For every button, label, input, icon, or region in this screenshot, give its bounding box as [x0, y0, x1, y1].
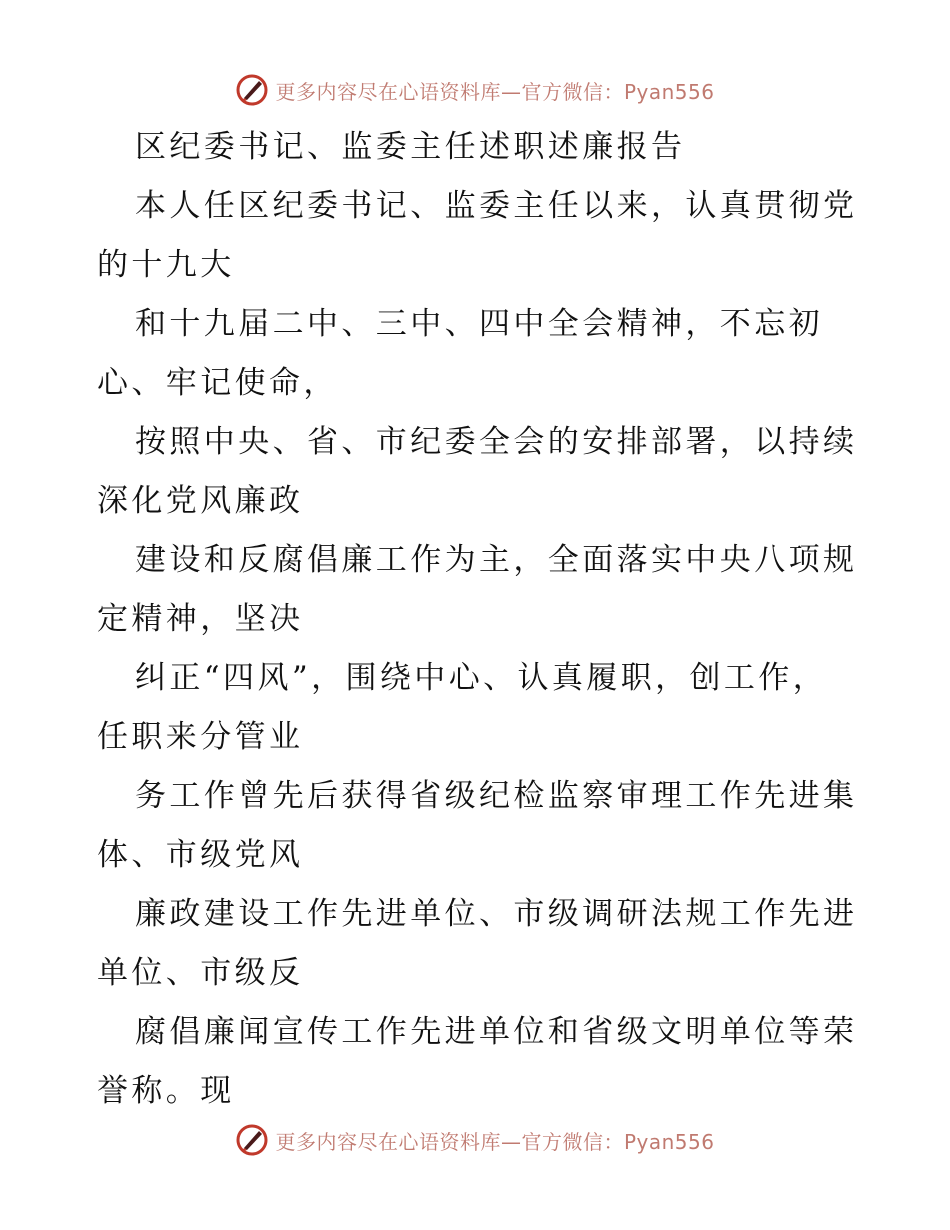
paragraph-line: 定精神，坚决 [97, 601, 304, 637]
paragraph-line: 廉政建设工作先进单位、市级调研法规工作先进 [135, 896, 858, 932]
document-body [97, 118, 857, 1121]
paragraph-line: 纠正“四风”，围绕中心、认真履职，创工作， [135, 660, 828, 696]
paragraph-line: 任职来分管业 [97, 719, 304, 755]
paragraph-line: 本人任区纪委书记、监委主任以来，认真贯彻党 [135, 188, 858, 224]
footer-banner [0, 1120, 950, 1160]
paragraph-line: 体、市级党风 [97, 837, 304, 873]
banner-text: 更多内容尽在心语资料库—官方微信：Pyan556 [275, 1129, 715, 1154]
banner-text: 更多内容尽在心语资料库—官方微信：Pyan556 [275, 79, 715, 104]
paragraph-line: 誉称。现 [97, 1073, 235, 1109]
paragraph-line: 按照中央、省、市纪委全会的安排部署，以持续 [135, 424, 858, 460]
paragraph-line: 单位、市级反 [97, 955, 304, 991]
paragraph-line: 心、牢记使命， [97, 365, 338, 401]
paragraph-line: 深化党风廉政 [97, 483, 304, 519]
paragraph-line: 建设和反腐倡廉工作为主，全面落实中央八项规 [135, 542, 858, 578]
quill-logo-icon [235, 73, 269, 107]
paragraph-line: 和十九届二中、三中、四中全会精神，不忘初 [135, 306, 823, 342]
quill-logo-icon [235, 1123, 269, 1157]
paragraph-line: 腐倡廉闻宣传工作先进单位和省级文明单位等荣 [135, 1014, 858, 1050]
document-title: 区纪委书记、监委主任述职述廉报告 [135, 129, 686, 165]
header-banner [0, 70, 950, 110]
paragraph-line: 的十九大 [97, 247, 235, 283]
paragraph-line: 务工作曾先后获得省级纪检监察审理工作先进集 [135, 778, 858, 814]
